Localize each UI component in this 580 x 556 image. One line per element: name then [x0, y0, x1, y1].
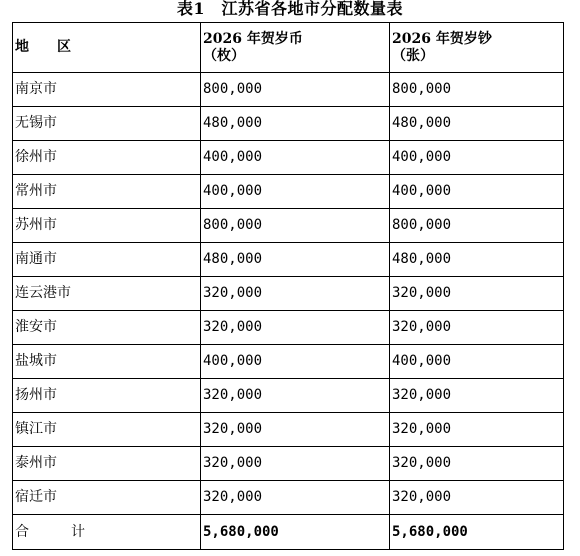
header-coins-title: 2026 年贺岁币: [203, 30, 303, 47]
table-row: [13, 277, 564, 311]
cell-notes: 400,000: [390, 345, 564, 379]
header-notes-unit: （张）: [392, 47, 434, 64]
cell-notes: 320,000: [390, 413, 564, 447]
table-row: [13, 447, 564, 481]
cell-coins: 320,000: [201, 311, 390, 345]
cell-region: 南通市: [13, 243, 201, 277]
table-row: [13, 243, 564, 277]
cell-notes: 400,000: [390, 175, 564, 209]
cell-coins: 480,000: [201, 243, 390, 277]
cell-notes: 800,000: [390, 209, 564, 243]
allocation-table: [12, 22, 564, 550]
total-label: 合 计: [13, 515, 201, 550]
cell-notes: 800,000: [390, 73, 564, 107]
cell-coins: 320,000: [201, 481, 390, 515]
total-coins: 5,680,000: [201, 515, 390, 550]
cell-region: 扬州市: [13, 379, 201, 413]
table-row: [13, 73, 564, 107]
cell-region: 镇江市: [13, 413, 201, 447]
table-row: [13, 311, 564, 345]
cell-notes: 320,000: [390, 447, 564, 481]
cell-coins: 320,000: [201, 413, 390, 447]
header-region: [13, 23, 201, 73]
cell-coins: 400,000: [201, 175, 390, 209]
table-row: [13, 345, 564, 379]
cell-region: 徐州市: [13, 141, 201, 175]
cell-notes: 320,000: [390, 311, 564, 345]
cell-coins: 400,000: [201, 345, 390, 379]
cell-region: 苏州市: [13, 209, 201, 243]
cell-coins: 800,000: [201, 209, 390, 243]
total-notes: 5,680,000: [390, 515, 564, 550]
table-title: 表1 江苏省各地市分配数量表: [176, 0, 404, 18]
total-row: [13, 515, 564, 550]
cell-notes: 320,000: [390, 481, 564, 515]
table-row: [13, 481, 564, 515]
table-row: [13, 209, 564, 243]
table-row: [13, 175, 564, 209]
cell-coins: 320,000: [201, 277, 390, 311]
table-header-row: [13, 23, 564, 73]
cell-coins: 480,000: [201, 107, 390, 141]
header-coins: [201, 23, 390, 73]
table-row: [13, 413, 564, 447]
cell-coins: 800,000: [201, 73, 390, 107]
cell-coins: 400,000: [201, 141, 390, 175]
cell-notes: 400,000: [390, 141, 564, 175]
cell-region: 淮安市: [13, 311, 201, 345]
cell-notes: 480,000: [390, 107, 564, 141]
cell-region: 盐城市: [13, 345, 201, 379]
table-row: [13, 141, 564, 175]
table-row: [13, 107, 564, 141]
cell-region: 常州市: [13, 175, 201, 209]
cell-notes: 320,000: [390, 277, 564, 311]
cell-region: 连云港市: [13, 277, 201, 311]
cell-coins: 320,000: [201, 447, 390, 481]
cell-region: 南京市: [13, 73, 201, 107]
header-region-label: 地 区: [15, 39, 71, 55]
cell-region: 泰州市: [13, 447, 201, 481]
table-row: [13, 379, 564, 413]
cell-notes: 480,000: [390, 243, 564, 277]
header-notes: [390, 23, 564, 73]
header-coins-unit: （枚）: [203, 47, 245, 64]
header-notes-title: 2026 年贺岁钞: [392, 30, 492, 47]
cell-region: 宿迁市: [13, 481, 201, 515]
cell-notes: 320,000: [390, 379, 564, 413]
cell-region: 无锡市: [13, 107, 201, 141]
cell-coins: 320,000: [201, 379, 390, 413]
